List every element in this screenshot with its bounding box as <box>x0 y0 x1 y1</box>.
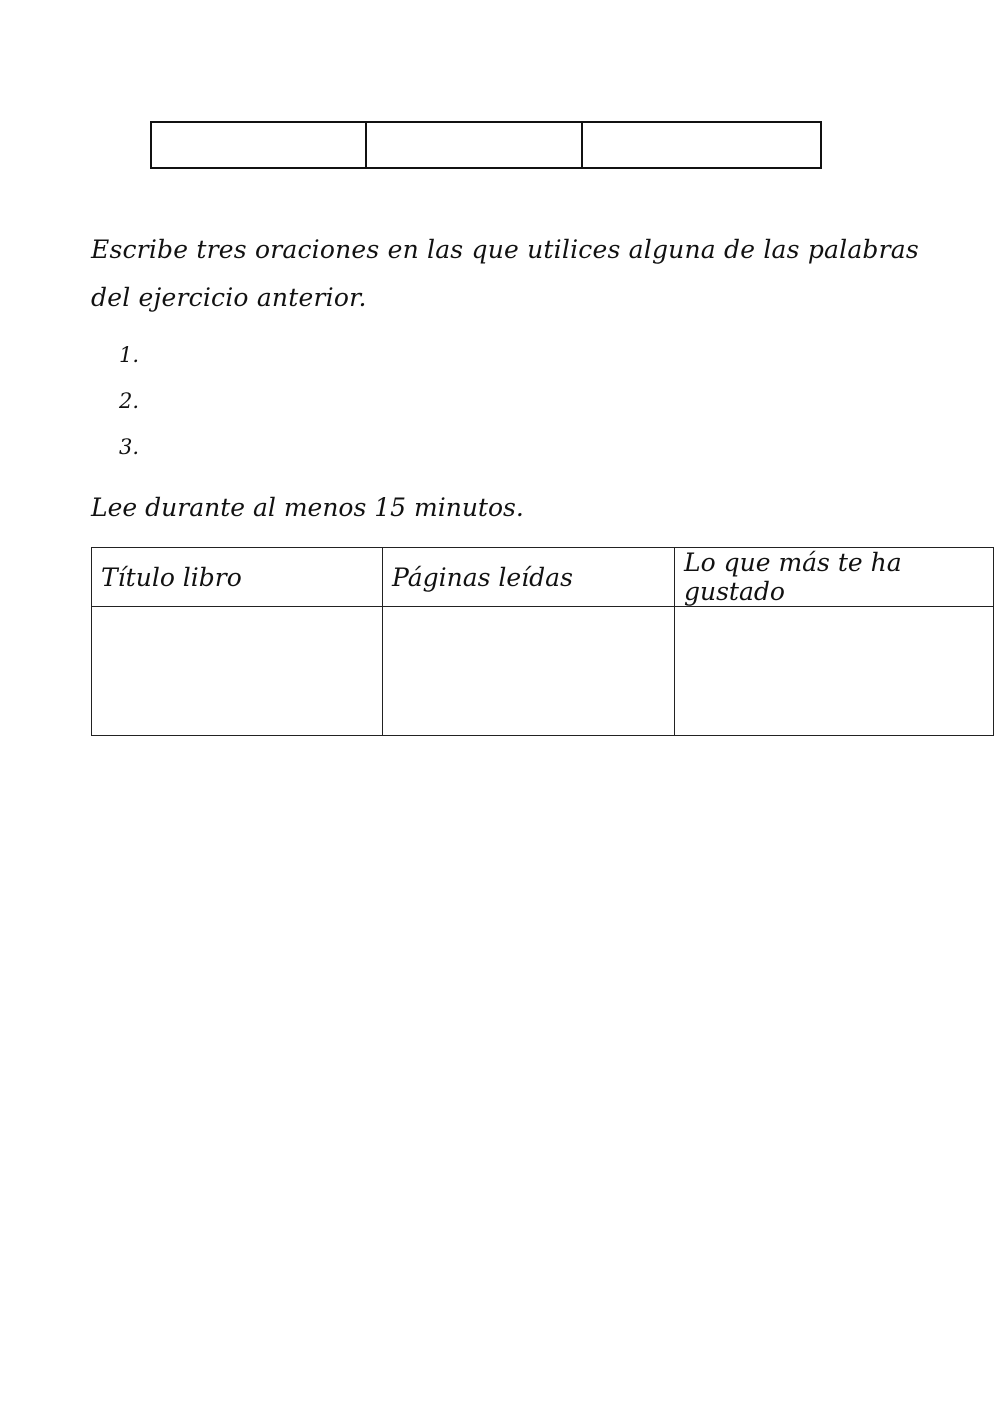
word-answer-table <box>150 121 822 169</box>
list-item[interactable] <box>119 384 139 430</box>
pages-read-cell[interactable] <box>383 607 675 736</box>
sentence-answer-list <box>119 338 139 476</box>
list-item[interactable] <box>119 430 139 476</box>
answer-cell-3[interactable] <box>582 122 821 168</box>
table-header-row <box>92 548 994 607</box>
table-row <box>151 122 821 168</box>
favorite-part-cell[interactable] <box>675 607 994 736</box>
item-number: 3. <box>119 435 140 459</box>
reading-log-table <box>91 547 994 736</box>
answer-cell-1[interactable] <box>151 122 366 168</box>
list-item[interactable] <box>119 338 139 384</box>
header-pages-read: Páginas leídas <box>383 548 675 607</box>
sentences-instruction: Escribe tres oraciones en las que utilices alguna de las palabras del ejercicio anterior. <box>91 235 919 312</box>
table-row <box>92 607 994 736</box>
header-favorite-part: Lo que más te ha gustado <box>675 548 994 607</box>
book-title-cell[interactable] <box>92 607 383 736</box>
item-number: 2. <box>119 389 140 413</box>
header-book-title: Título libro <box>92 548 383 607</box>
reading-instruction: Lee durante al menos 15 minutos. <box>91 493 524 522</box>
answer-cell-2[interactable] <box>366 122 582 168</box>
item-number: 1. <box>119 343 140 367</box>
